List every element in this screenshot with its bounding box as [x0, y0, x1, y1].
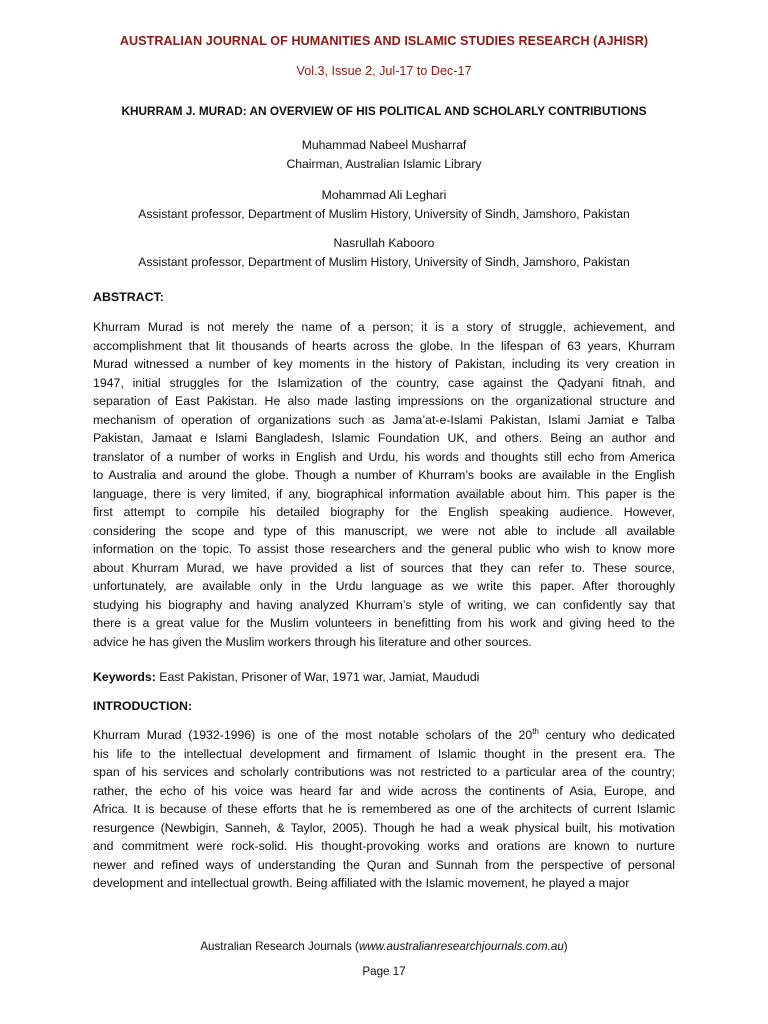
paragraph-line: newer and refined ways of understanding the Quran and Sunnah from the perspective of personal — [93, 857, 675, 872]
paragraph-line: separation of East Pakistan. He also made lasting impressions on the organizational structure and — [93, 394, 675, 408]
author-affiliation: Chairman, Australian Islamic Library — [286, 157, 482, 171]
footer-url-link[interactable]: www.australianresearchjournals.com.au — [358, 940, 564, 953]
author-name: Muhammad Nabeel Musharraf — [301, 138, 467, 152]
keywords-text: East Pakistan, Prisoner of War, 1971 war, Jamiat, Maududi — [159, 670, 480, 684]
keywords-label: Keywords: — [93, 670, 156, 684]
author-name: Nasrullah Kabooro — [333, 236, 435, 250]
author-2 — [0, 186, 768, 224]
paragraph-line: language, there is very limited, if any, biographical information available about him. This paper is the — [93, 486, 675, 501]
author-name: Mohammad Ali Leghari — [321, 188, 447, 202]
paragraph-line: first attempt to compile his detailed biography for the English speaking audience. However, — [93, 505, 675, 519]
paragraph-line: accomplishment that lit thousands of hearts across the globe. In the lifespan of 63 years, Khurram — [93, 338, 675, 353]
paragraph-line: and commitment were rock-solid. His thought-provoking works and orations are known to nurture — [93, 839, 675, 853]
abstract-body — [93, 318, 675, 651]
superscript: th — [532, 726, 539, 736]
paper-title: KHURRAM J. MURAD: AN OVERVIEW OF HIS POLITICAL AND SCHOLARLY CONTRIBUTIONS — [121, 104, 647, 118]
introduction-heading: INTRODUCTION: — [93, 699, 193, 713]
paragraph-line: translator of a number of works in English and Urdu, his words and thoughts still echo from America — [93, 449, 675, 464]
paragraph-line: his life to the intellectual development and firmament of Islamic thought in the present era. The — [93, 746, 675, 761]
paragraph-line: span of his services and scholarly contributions was not restricted to a particular area of the country; — [93, 765, 675, 779]
footer-suffix: ) — [563, 940, 568, 953]
paragraph-line: Khurram Murad (1932-1996) is one of the most notable scholars of the 20th century who dedicated — [93, 726, 675, 742]
introduction-body — [93, 726, 675, 893]
paragraph-line: mechanism of operation of organizations such as Jama’at-e-Islami Pakistan, Islami Jamiat e Talba — [93, 412, 675, 427]
paragraph-line: studying his biography and having analyzed Khurram’s style of writing, we can confidently say that — [93, 597, 675, 612]
paragraph-line: information on the topic. To assist those researchers and the general public who wish to know more — [93, 542, 675, 556]
issue-info: Vol.3, Issue 2, Jul-17 to Dec-17 — [296, 64, 472, 78]
paragraph-line: rather, the echo of his voice was heard far and wide across the continents of Asia, Europe, and — [93, 783, 675, 798]
paragraph-line: there is a great value for the Muslim volunteers in benefitting from his work and giving heed to the — [93, 616, 675, 630]
paragraph-line: development and intellectual growth. Being affiliated with the Islamic movement, he played a major — [93, 876, 630, 890]
journal-name: AUSTRALIAN JOURNAL OF HUMANITIES AND ISLAMIC STUDIES RESEARCH (AJHISR) — [119, 34, 649, 48]
paragraph-line: considering the scope and type of this manuscript, we were not able to include all available — [93, 523, 675, 538]
paragraph-line: Pakistan, Jamaat e Islami Bangladesh, Islamic Foundation UK, and others. Being an author and — [93, 431, 675, 445]
paragraph-line: about Khurram Murad, we have provided a list of sources that they can refer to. These source, — [93, 560, 675, 575]
paragraph-line: unfortunately, are available only in the Urdu language as we write this paper. After thoroughly — [93, 579, 675, 593]
paragraph-line: advice he has given the Muslim workers through his literature and other sources. — [93, 634, 532, 649]
page-number: Page 17 — [362, 965, 406, 978]
keywords — [93, 668, 675, 687]
paragraph-line: 1947, initial struggles for the Islamization of the country, case against the Qadyani fitnah, and — [93, 375, 675, 390]
paragraph-line: Africa. It is because of these efforts that he is remembered as one of the architects of current Islamic — [93, 802, 675, 816]
paragraph-line: resurgence (Newbigin, Sanneh, & Taylor, 2005). Though he had a weak physical built, his motivation — [93, 820, 675, 835]
paragraph-line: Khurram Murad is not merely the name of a person; it is a story of struggle, achievement, and — [93, 320, 675, 334]
footer-prefix: Australian Research Journals ( — [200, 940, 359, 953]
author-affiliation: Assistant professor, Department of Muslim History, University of Sindh, Jamshoro, Pakistan — [138, 255, 630, 269]
author-affiliation: Assistant professor, Department of Muslim History, University of Sindh, Jamshoro, Pakistan — [138, 207, 630, 221]
paragraph-line: Murad witnessed a number of key moments in the history of Pakistan, including its very creation in — [93, 357, 675, 371]
paragraph-line: to Australia and around the globe. Though a number of Khurram’s books are available in the English — [93, 468, 675, 482]
author-3 — [0, 234, 768, 272]
footer — [0, 940, 768, 953]
author-1 — [0, 136, 768, 174]
abstract-heading: ABSTRACT: — [93, 290, 164, 304]
